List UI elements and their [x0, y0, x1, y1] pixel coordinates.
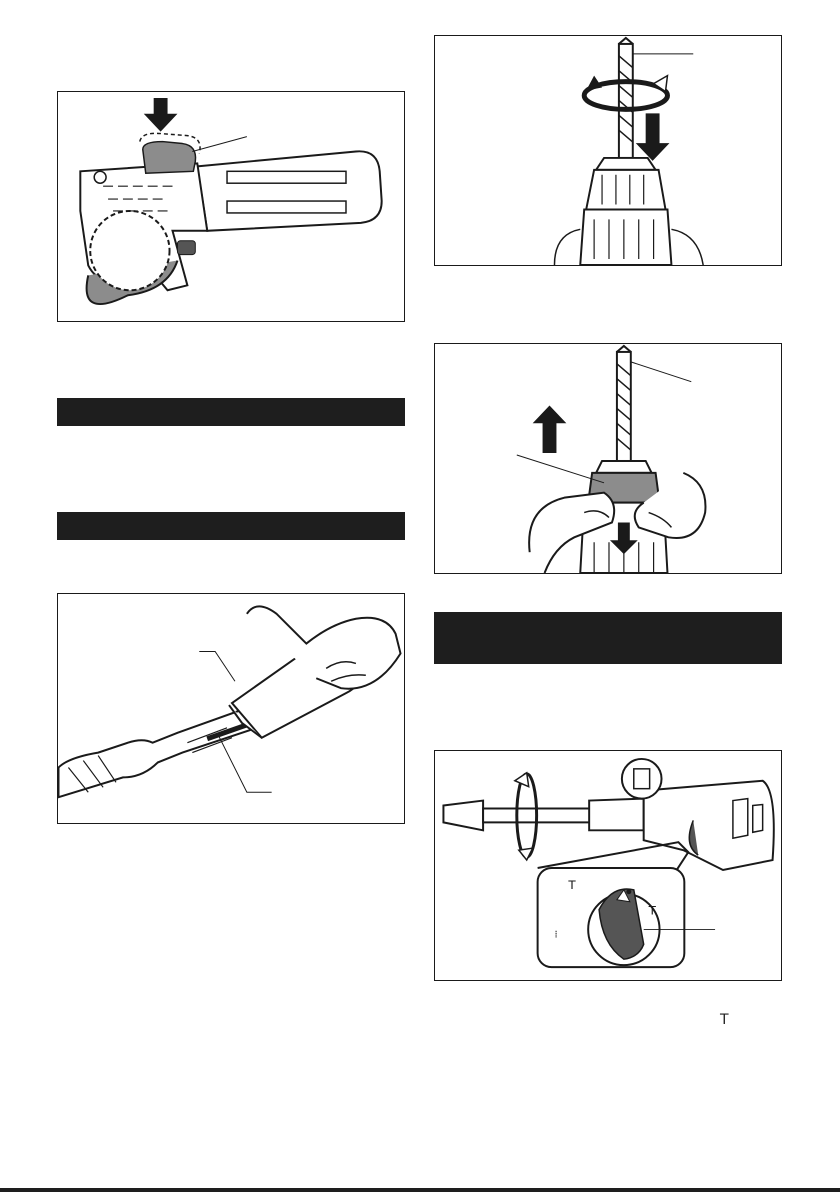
- section-bar-1: [57, 398, 405, 426]
- svg-text:T: T: [648, 903, 656, 918]
- drill-bit-remove-icon: [435, 344, 781, 573]
- section-bar-3: [434, 612, 782, 664]
- figure-bit-angle: [434, 750, 782, 981]
- chisel-angle-icon: [435, 751, 781, 980]
- drill-bit-insert-icon: [435, 36, 781, 265]
- svg-text:⁞: ⁞: [554, 929, 558, 941]
- grease-tube-icon: [58, 594, 404, 823]
- svg-text:T: T: [568, 877, 576, 892]
- figure-grease-bit: [57, 593, 405, 824]
- figure-side-grip: [57, 91, 405, 322]
- figure-insert-bit: [434, 35, 782, 266]
- side-grip-icon: [58, 92, 404, 321]
- footer-rule: [0, 1188, 840, 1192]
- section-bar-2: [57, 512, 405, 540]
- figure-remove-bit: [434, 343, 782, 574]
- hammer-mode-symbol: T: [720, 1012, 729, 1028]
